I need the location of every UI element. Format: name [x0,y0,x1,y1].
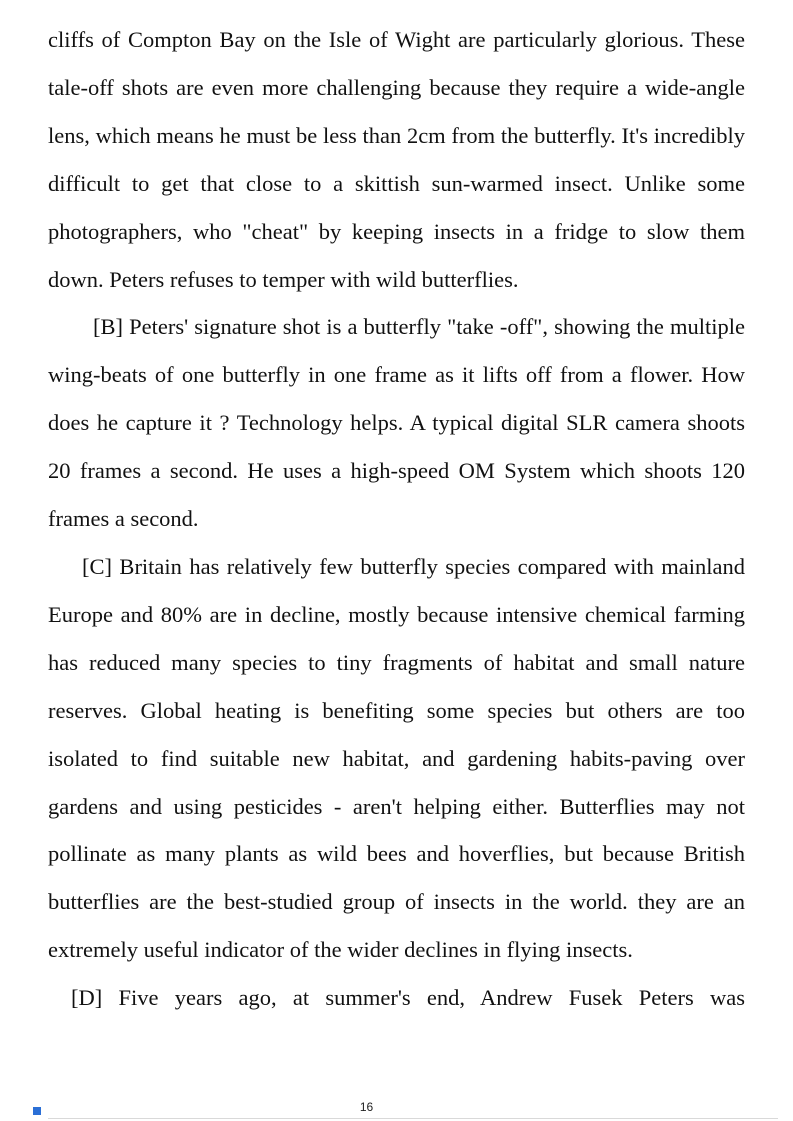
paragraph-c: [C] Britain has relatively few butterfly species compared with mainland Europe and 80% are in decline, mostly because intensive chemical farming has reduced many species to tiny fragments of habitat and small nature reserves. Global heating is benefiting some species but others are too isolated to find suitable new habitat, and gardening habits-paving over gardens and using pesticides - aren't helping either. Butterflies may not pollinate as many plants as wild bees and hoverflies, but because British butterflies are the best-studied group of insects in the world. they are an extremely useful indicator of the wider declines in flying insects. [48,553,745,963]
body-text [48,16,745,1022]
paragraph-continued: cliffs of Compton Bay on the Isle of Wight are particularly glorious. These tale-off shots are even more challenging because they require a wide-angle lens, which means he must be less than 2cm from the butterfly. It's incredibly difficult to get that close to a skittish sun-warmed insect. Unlike some photographers, who "cheat" by keeping insects in a fridge to slow them down. Peters refuses to temper with wild butterflies. [48,27,745,292]
page-number: 16 [359,1100,374,1114]
paragraph-d: [D] Five years ago, at summer's end, Andrew Fusek Peters was [71,985,745,1011]
footer-divider [48,1118,778,1119]
paragraph-b: [B] Peters' signature shot is a butterfly "take -off", showing the multiple wing-beats of one butterfly in one frame as it lifts off from a flower. How does he capture it ? Technology helps. A typical digital SLR camera shoots 20 frames a second. He uses a high-speed OM System which shoots 120 frames a second. [48,314,745,532]
